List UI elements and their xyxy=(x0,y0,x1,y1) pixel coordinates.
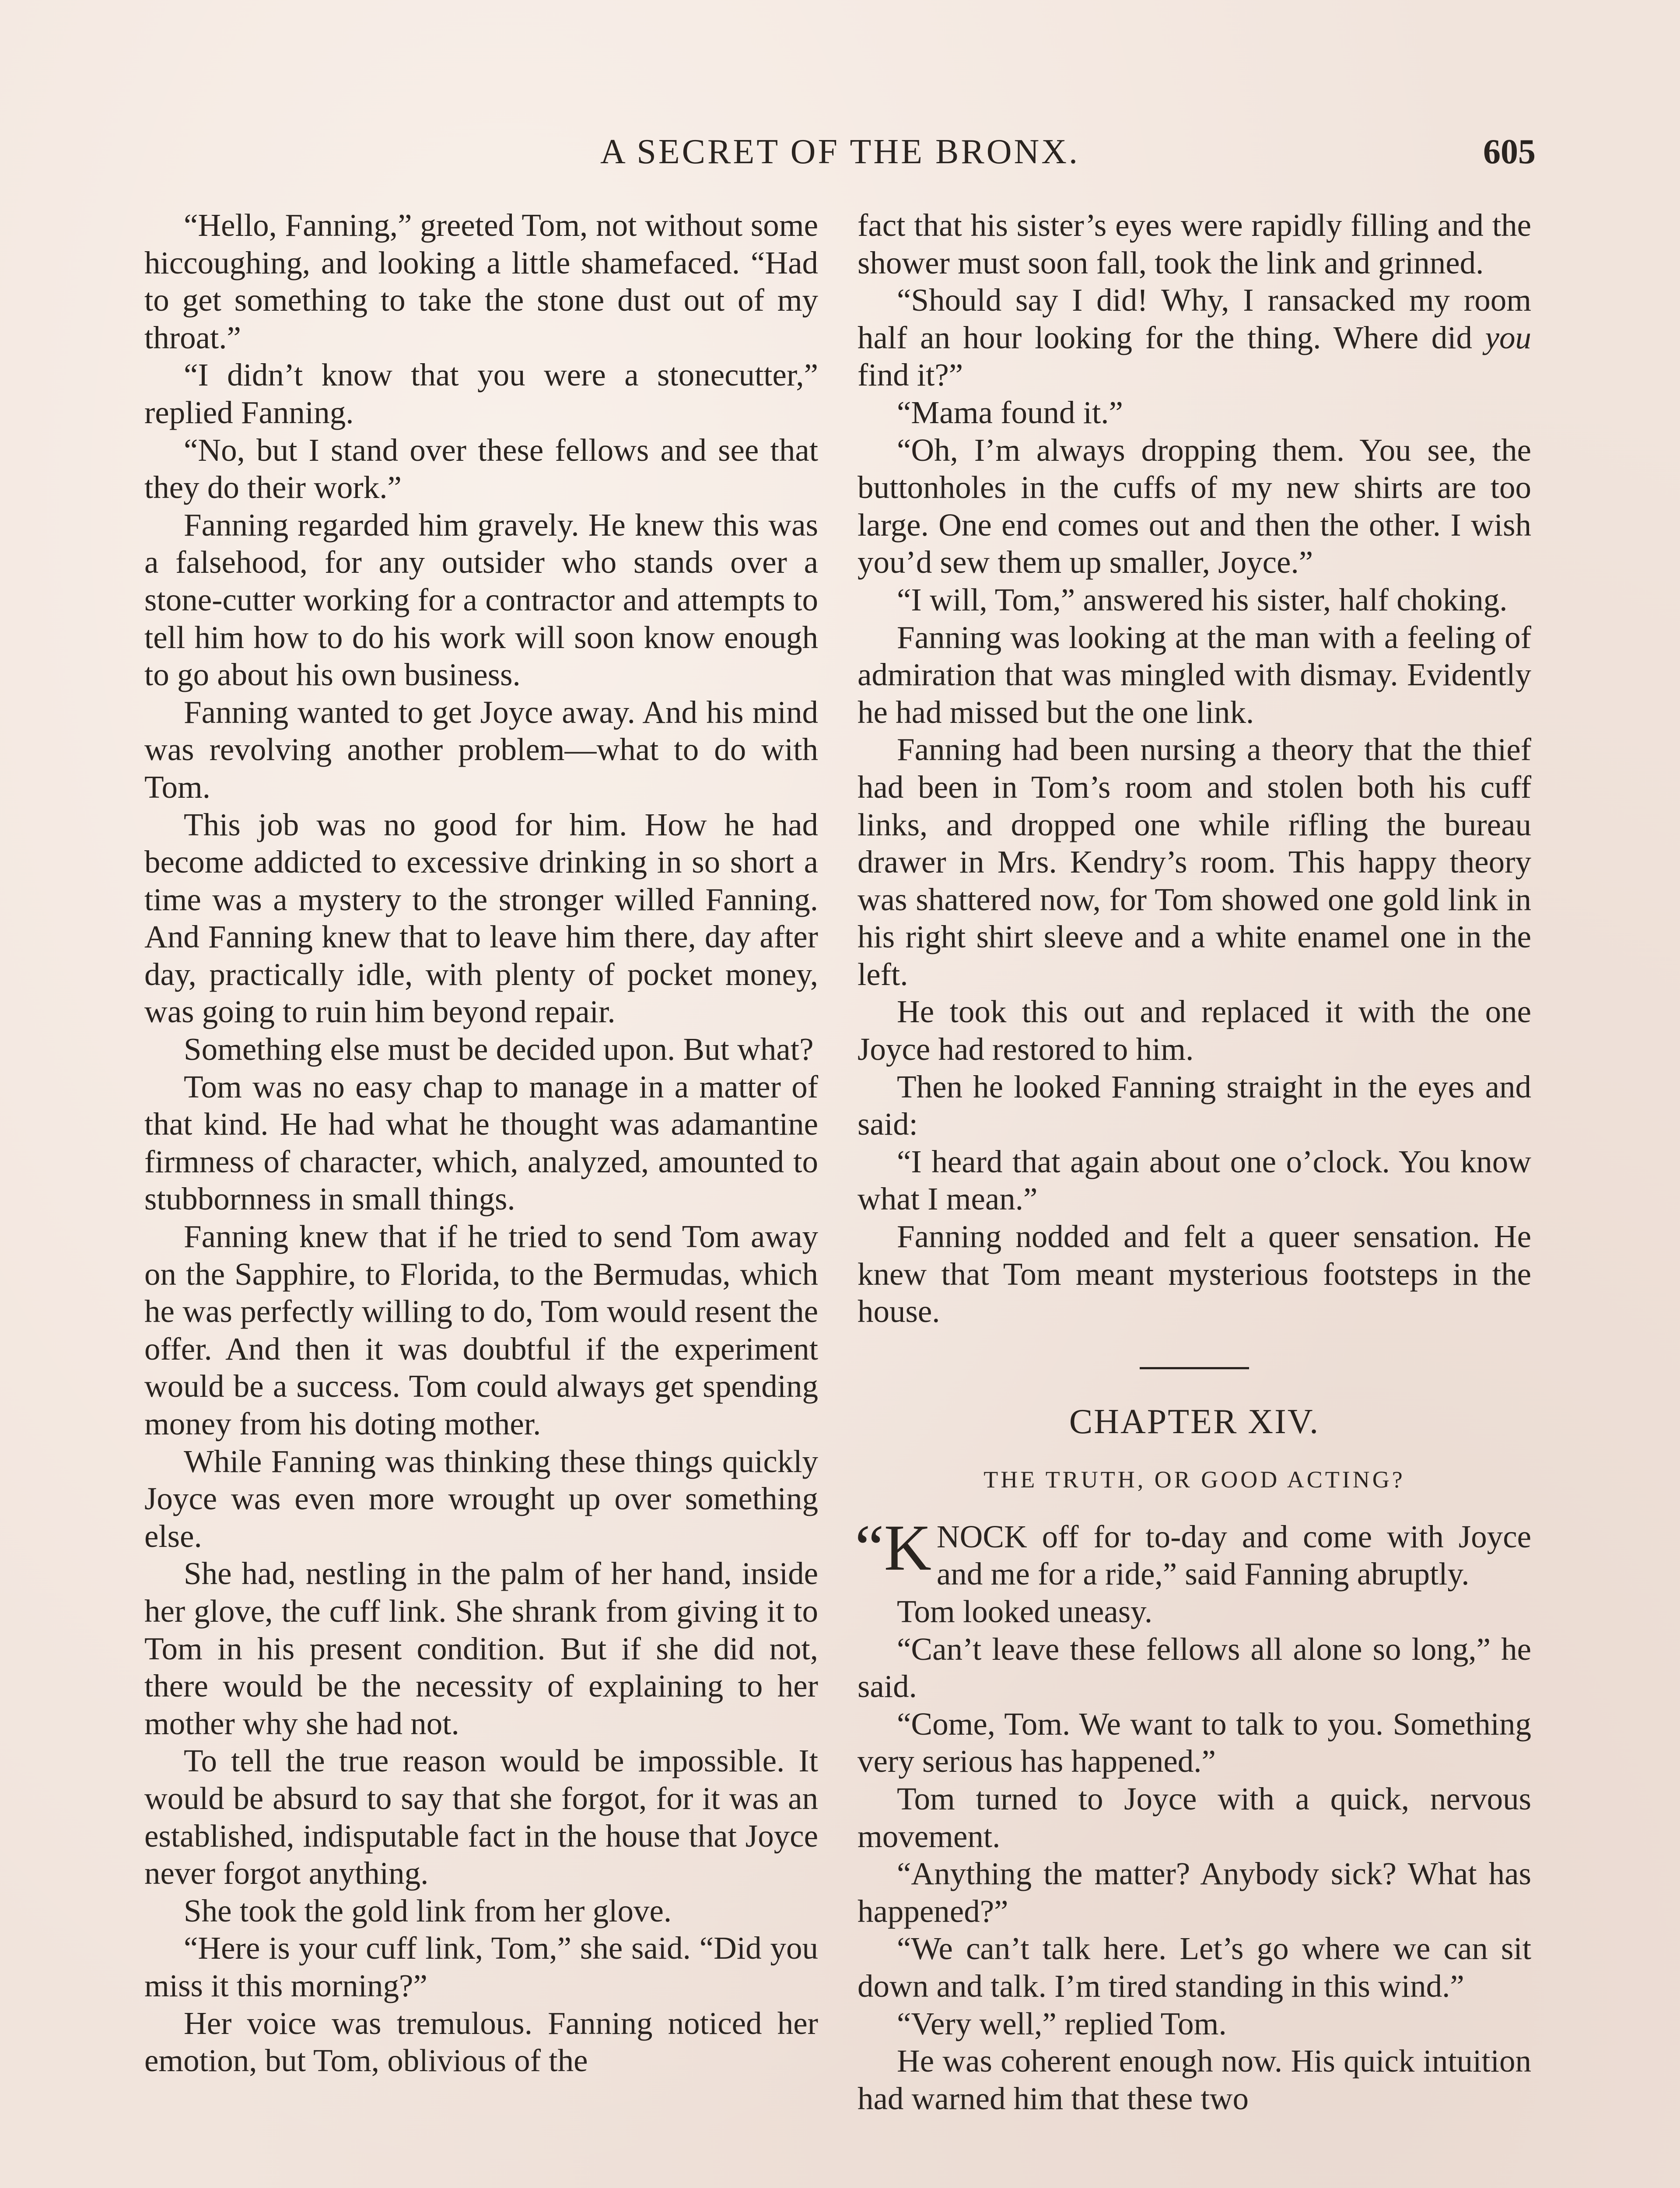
paragraph xyxy=(858,281,1531,394)
paragraph-text: NOCK off for to-day and come with Joyce and me for a ride,” said Fanning abruptly. xyxy=(936,1518,1531,1592)
paragraph: “Can’t leave these fellows all alone so long,” he said. xyxy=(858,1631,1531,1704)
left-column xyxy=(144,207,818,2079)
paragraph: While Fanning was thinking these things quickly Joyce was even more wrought up over something else. xyxy=(144,1443,818,1554)
paragraph-text: find it?” xyxy=(858,357,963,393)
paragraph: “Come, Tom. We want to talk to you. Something very serious has happened.” xyxy=(858,1706,1531,1779)
page-header xyxy=(144,128,1536,176)
paragraph: Tom looked uneasy. xyxy=(897,1594,1153,1629)
paragraph: “Here is your cuff link, Tom,” she said. “Did you miss it this morning?” xyxy=(144,1930,818,2003)
paragraph: She took the gold link from her glove. xyxy=(184,1893,672,1929)
drop-cap xyxy=(855,1511,931,1584)
paragraph: Fanning was looking at the man with a feeling of admiration that was mingled with dismay. Evidently he had missed but the one link. xyxy=(858,619,1531,730)
paragraph: Then he looked Fanning straight in the eyes and said: xyxy=(858,1069,1531,1142)
paragraph: He took this out and replaced it with the one Joyce had restored to him. xyxy=(858,994,1531,1067)
drop-cap-letter: K xyxy=(884,1511,931,1584)
paragraph: Her voice was tremulous. Fanning noticed her emotion, but Tom, oblivious of the xyxy=(144,2005,818,2079)
right-column xyxy=(855,207,1531,2117)
section-divider xyxy=(1140,1367,1249,1369)
paragraph: “Hello, Fanning,” greeted Tom, not without some hiccoughing, and looking a little shamefaced. “Had to get something to take the stone dust out of my throat.” xyxy=(144,207,818,355)
paragraph: Fanning had been nursing a theory that the thief had been in Tom’s room and stolen both his cuff links, and dropped one while rifling the bureau drawer in Mrs. Kendry’s room. This happy theory was shattered now, for Tom showed one gold link in his right shirt sleeve and a white enamel one in the left. xyxy=(858,732,1531,992)
page-number: 605 xyxy=(1483,133,1536,171)
paragraph: Fanning regarded him gravely. He knew this was a falsehood, for any outsider who stands over a stone-cutter working for a contractor and attempts to tell him how to do his work will soon know enough to go about his own business. xyxy=(144,507,818,693)
paragraph-text: “Should say I did! Why, I ransacked my room half an hour looking for the thing. Where did xyxy=(858,282,1531,355)
paragraph: Something else must be decided upon. But what? xyxy=(184,1031,814,1067)
paragraph: Tom was no easy chap to manage in a matter of that kind. He had what he thought was adamantine firmness of character, which, analyzed, amounted to stubbornness in small things. xyxy=(144,1069,818,1217)
paragraph: “Mama found it.” xyxy=(897,394,1123,430)
running-title: A SECRET OF THE BRONX. xyxy=(600,133,1080,171)
chapter-subtitle: THE TRUTH, OR GOOD ACTING? xyxy=(984,1466,1405,1493)
paragraph: He was coherent enough now. His quick intuition had warned him that these two xyxy=(858,2043,1531,2116)
paragraph: She had, nestling in the palm of her hand, inside her glove, the cuff link. She shrank from giving it to Tom in his present condition. But if she did not, there would be the necessity of explaining to her mother why she had not. xyxy=(144,1556,818,1741)
paragraph: To tell the true reason would be impossible. It would be absurd to say that she forgot, for it was an established, indisputable fact in the house that Joyce never forgot anything. xyxy=(144,1743,818,1891)
opening-paragraph xyxy=(855,1511,1531,1593)
paragraph: “I heard that again about one o’clock. You know what I mean.” xyxy=(858,1143,1531,1217)
paragraph: fact that his sister’s eyes were rapidly filling and the shower must soon fall, took the link and grinned. xyxy=(858,207,1531,281)
paragraph: “No, but I stand over these fellows and see that they do their work.” xyxy=(144,432,818,505)
paragraph: “Very well,” replied Tom. xyxy=(897,2006,1227,2041)
paragraph: “Anything the matter? Anybody sick? What has happened?” xyxy=(858,1856,1531,1929)
chapter-title: CHAPTER XIV. xyxy=(1069,1402,1320,1441)
paragraph: Fanning nodded and felt a queer sensation. He knew that Tom meant mysterious footsteps in the house. xyxy=(858,1219,1531,1329)
paragraph: “I didn’t know that you were a stonecutter,” replied Fanning. xyxy=(144,357,818,430)
paragraph: Fanning wanted to get Joyce away. And his mind was revolving another problem—what to do with Tom. xyxy=(144,694,818,805)
paragraph: Fanning knew that if he tried to send Tom away on the Sapphire, to Florida, to the Bermudas, which he was perfectly willing to do, Tom would resent the offer. And then it was doubtful if the experiment would be a success. Tom could always get spending money from his doting mother. xyxy=(144,1219,818,1441)
emphasis: you xyxy=(1485,319,1531,355)
paragraph: Tom turned to Joyce with a quick, nervous movement. xyxy=(858,1781,1531,1854)
paragraph: “I will, Tom,” answered his sister, half choking. xyxy=(897,582,1508,617)
paragraph: “We can’t talk here. Let’s go where we can sit down and talk. I’m tired standing in this wind.” xyxy=(858,1931,1531,2004)
paragraph: This job was no good for him. How he had become addicted to excessive drinking in so short a time was a mystery to the stronger willed Fanning. And Fanning knew that to leave him there, day after day, practically idle, with plenty of pocket money, was going to ruin him beyond repair. xyxy=(144,806,818,1030)
paragraph: “Oh, I’m always dropping them. You see, the buttonholes in the cuffs of my new shirts are too large. One end comes out and then the other. I wish you’d sew them up smaller, Joyce.” xyxy=(858,432,1531,580)
drop-cap-quote: “ xyxy=(855,1511,884,1584)
